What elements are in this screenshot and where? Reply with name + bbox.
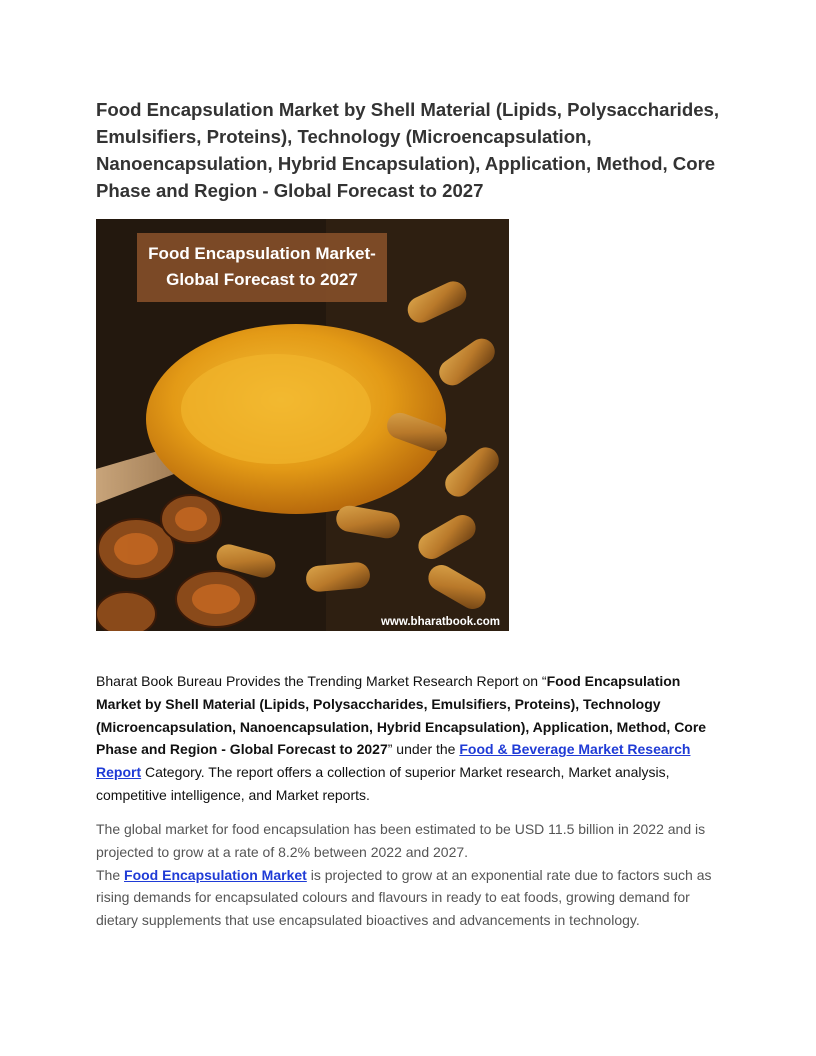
intro-report-title: Food Encapsulation Market by Shell Material (Lipids, Polysaccharides, Emulsifiers, Proteins), Technology (Microencapsulation, Nanoencapsulation, Hybrid Encapsulation), Application, Method, Core Phase and Region - Global Forecast to 2027	[96, 673, 707, 758]
intro-under-text: ” under the	[387, 741, 460, 758]
image-banner	[137, 233, 387, 302]
market-link[interactable]: Food Encapsulation Market	[124, 866, 307, 883]
market-paragraph	[96, 818, 726, 932]
intro-lead: Bharat Book Bureau Provides the Trending Market Research Report on “	[96, 673, 547, 689]
watermark: www.bharatbook.com	[380, 616, 500, 628]
intro-paragraph	[96, 670, 726, 807]
report-title: Food Encapsulation Market by Shell Material (Lipids, Polysaccharides, Emulsifiers, Proteins), Technology (Microencapsulation, Nanoencapsulation, Hybrid Encapsulation), Application, Method, Core Phase and Region - Global Forecast to 2027	[96, 99, 720, 201]
market-the: The	[96, 866, 125, 883]
market-growth: is projected to grow at an exponential rate due to factors such as rising demands for encapsulated colours and flavours in ready to eat foods, growing demand for dietary supplements that use encapsulated bioactives and advancements in technology.	[96, 866, 712, 929]
banner-line-2: Global Forecast to 2027	[166, 270, 358, 289]
banner-line-1: Food Encapsulation Market-	[148, 244, 376, 263]
hero-image	[96, 219, 509, 631]
category-link[interactable]: Food & Beverage Market Research Report	[96, 741, 691, 781]
intro-tail: Category. The report offers a collection of superior Market research, Market analysis, competitive intelligence, and Market reports.	[96, 764, 670, 803]
market-estimate: The global market for food encapsulation has been estimated to be USD 11.5 billion in 2022 and is projected to grow at a rate of 8.2% between 2022 and 2027.	[96, 821, 706, 860]
